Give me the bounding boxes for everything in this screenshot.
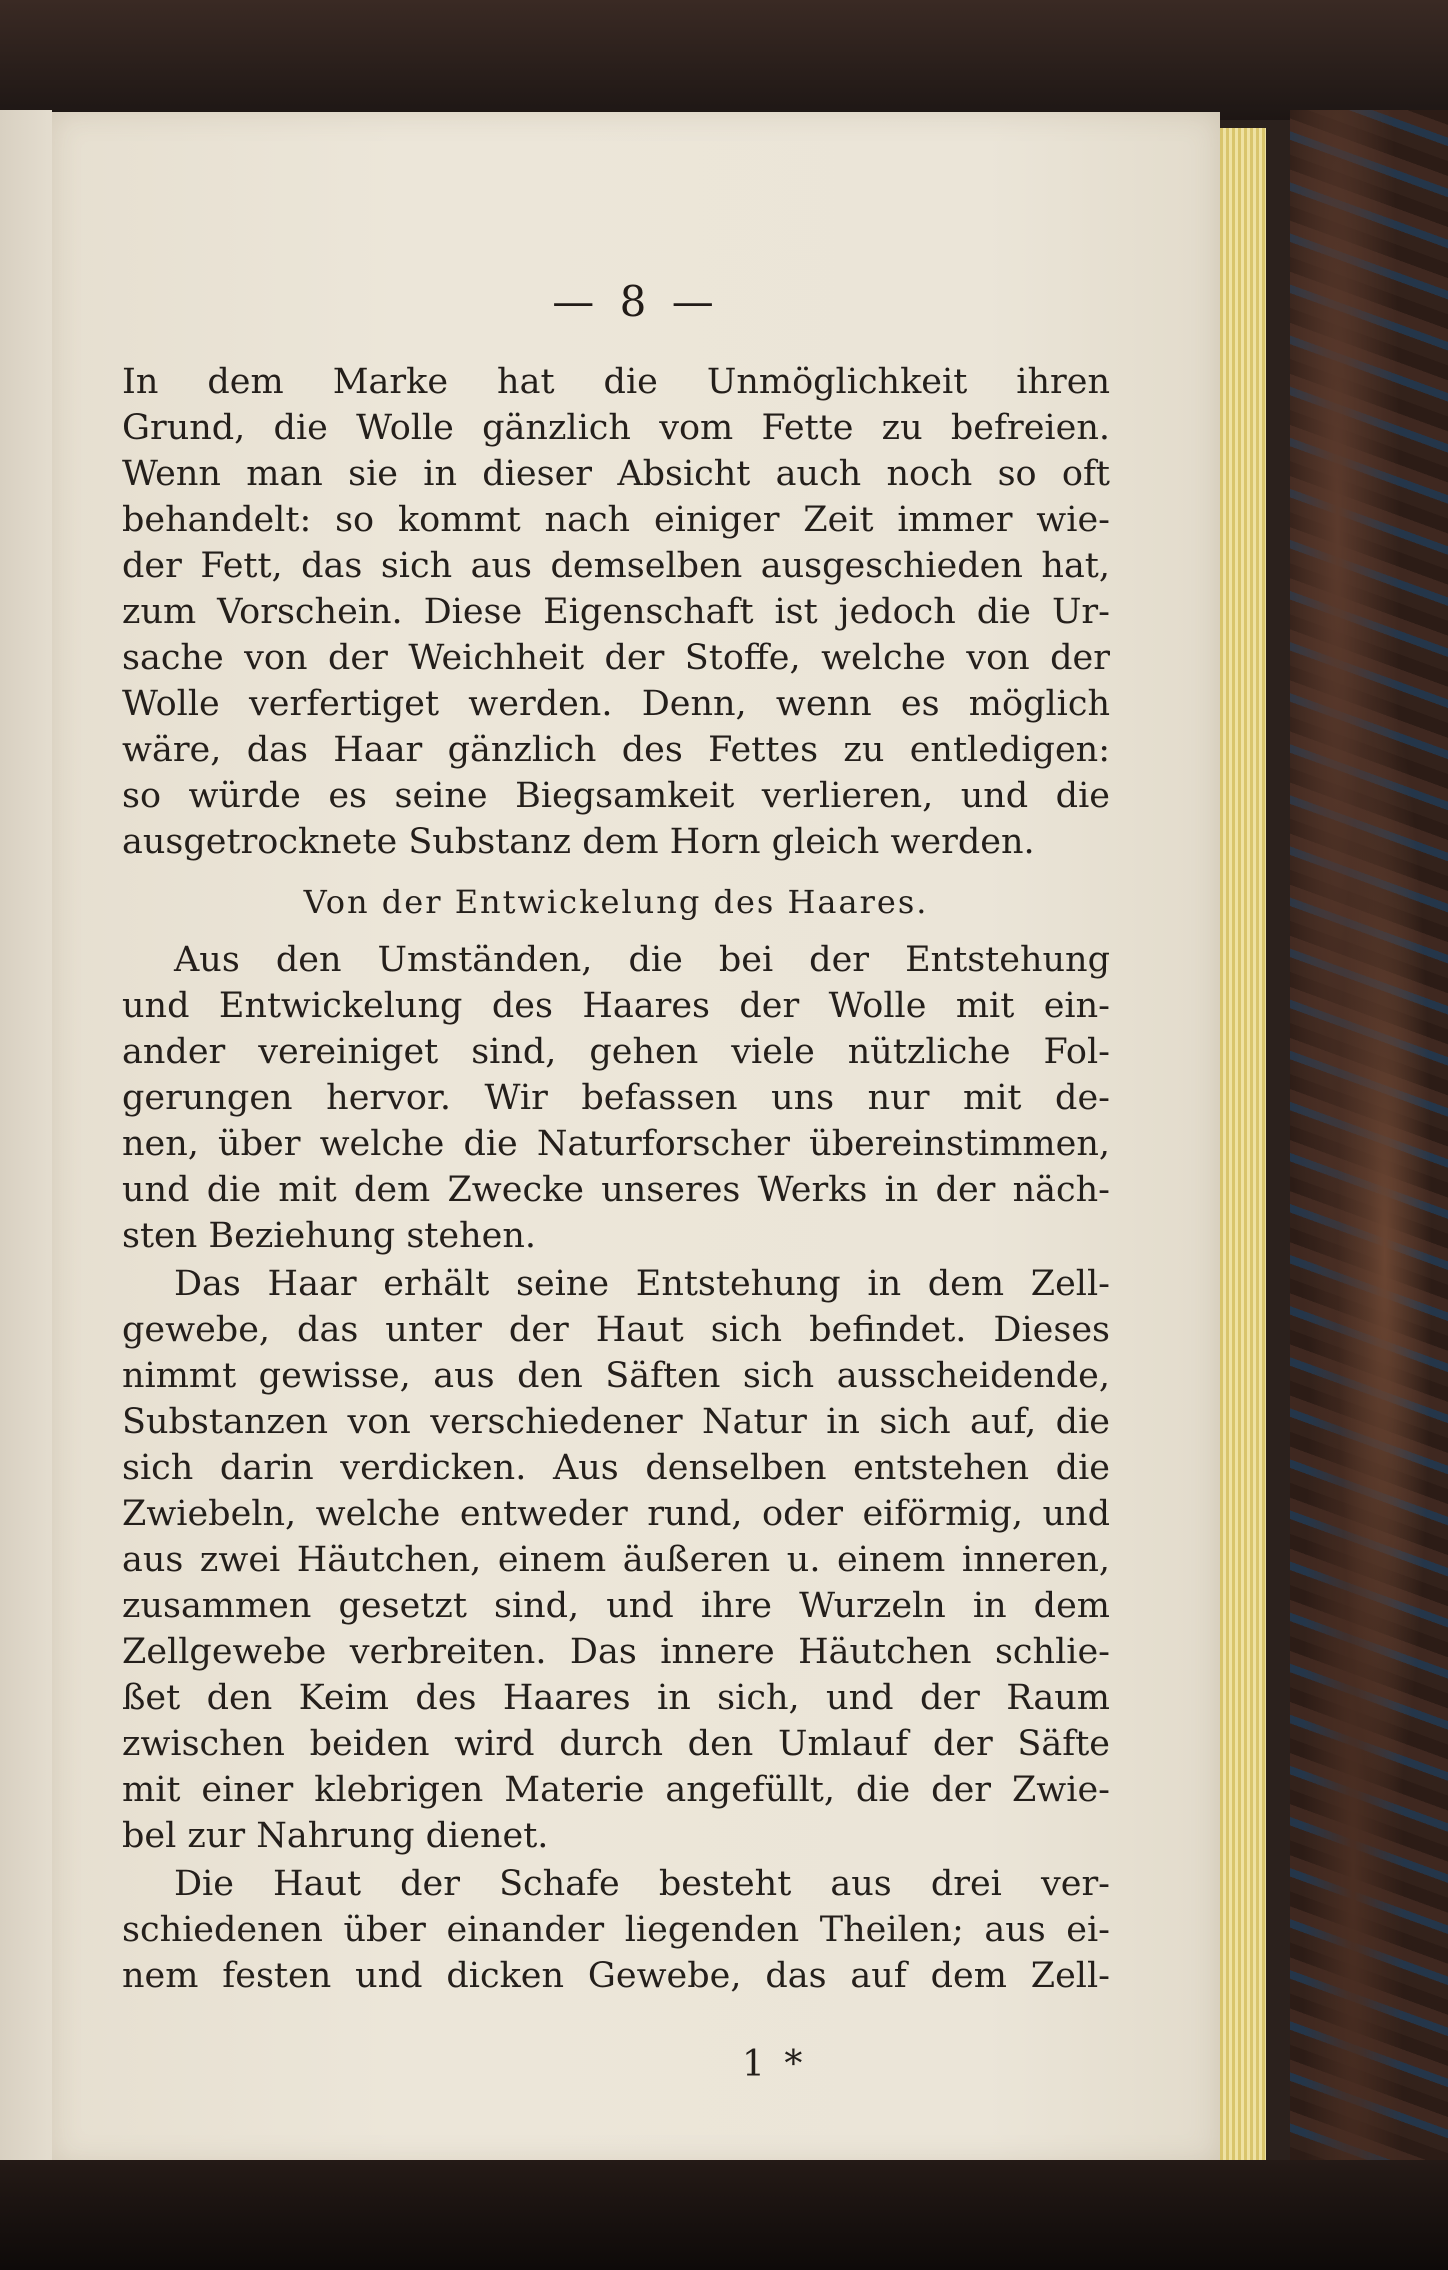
text-line: so würde es seine Biegsamkeit verlieren, und die — [122, 776, 1110, 816]
text-line: zwischen beiden wird durch den Umlauf der Säfte — [122, 1724, 1110, 1764]
marbled-book-cover — [1290, 110, 1448, 2190]
section-heading: Von der Entwickelung des Haares. — [303, 883, 929, 921]
text-line: der Fett, das sich aus demselben ausgeschieden hat, — [122, 546, 1110, 586]
book-page — [52, 112, 1220, 2164]
signature-mark: 1 * — [742, 2044, 807, 2085]
text-line: ander vereiniget sind, gehen viele nützliche Fol- — [122, 1032, 1110, 1072]
text-line: Zellgewebe verbreiten. Das innere Häutchen schlie- — [122, 1632, 1110, 1672]
background-bottom — [0, 2160, 1448, 2270]
text-line: Wolle verfertiget werden. Denn, wenn es möglich — [122, 684, 1110, 724]
text-line: Substanzen von verschiedener Natur in sich auf, die — [122, 1402, 1110, 1442]
text-line: Das Haar erhält seine Entstehung in dem Zell- — [174, 1264, 1110, 1304]
text-line: wäre, das Haar gänzlich des Fettes zu entledigen: — [122, 730, 1110, 770]
text-line: und die mit dem Zwecke unseres Werks in der näch- — [122, 1170, 1110, 1210]
facing-page-edge — [0, 110, 52, 2170]
text-line: gerungen hervor. Wir befassen uns nur mit de- — [122, 1078, 1110, 1118]
text-line: bel zur Nahrung dienet. — [122, 1816, 549, 1856]
text-line: nimmt gewisse, aus den Säften sich ausscheidende, — [122, 1356, 1110, 1396]
gilded-page-edges — [1218, 128, 1266, 2164]
text-line: In dem Marke hat die Unmöglichkeit ihren — [122, 362, 1110, 402]
text-line: Zwiebeln, welche entweder rund, oder eiförmig, und — [122, 1494, 1110, 1534]
text-line: zusammen gesetzt sind, und ihre Wurzeln in dem — [122, 1586, 1110, 1626]
text-line: schiedenen über einander liegenden Theilen; aus ei- — [122, 1910, 1110, 1950]
text-line: sten Beziehung stehen. — [122, 1216, 537, 1256]
text-line: aus zwei Häutchen, einem äußeren u. einem inneren, — [122, 1540, 1110, 1580]
text-line: ausgetrocknete Substanz dem Horn gleich werden. — [122, 822, 1035, 862]
text-line: nem festen und dicken Gewebe, das auf dem Zell- — [122, 1956, 1110, 1996]
text-line: sich darin verdicken. Aus denselben entstehen die — [122, 1448, 1110, 1488]
text-line: Aus den Umständen, die bei der Entstehung — [174, 940, 1110, 980]
text-line: nen, über welche die Naturforscher übereinstimmen, — [122, 1124, 1110, 1164]
text-line: mit einer klebrigen Materie angefüllt, die der Zwie- — [122, 1770, 1110, 1810]
text-line: Grund, die Wolle gänzlich vom Fette zu befreien. — [122, 408, 1110, 448]
page-number: — 8 — — [552, 277, 720, 326]
text-line: gewebe, das unter der Haut sich befindet. Dieses — [122, 1310, 1110, 1350]
text-line: ßet den Keim des Haares in sich, und der Raum — [122, 1678, 1110, 1718]
text-line: und Entwickelung des Haares der Wolle mit ein- — [122, 986, 1110, 1026]
text-line: sache von der Weichheit der Stoffe, welche von der — [122, 638, 1110, 678]
background-top — [0, 0, 1448, 120]
text-line: Wenn man sie in dieser Absicht auch noch so oft — [122, 454, 1110, 494]
text-line: behandelt: so kommt nach einiger Zeit immer wie- — [122, 500, 1110, 540]
text-line: zum Vorschein. Diese Eigenschaft ist jedoch die Ur- — [122, 592, 1110, 632]
text-line: Die Haut der Schafe besteht aus drei ver- — [174, 1864, 1110, 1904]
